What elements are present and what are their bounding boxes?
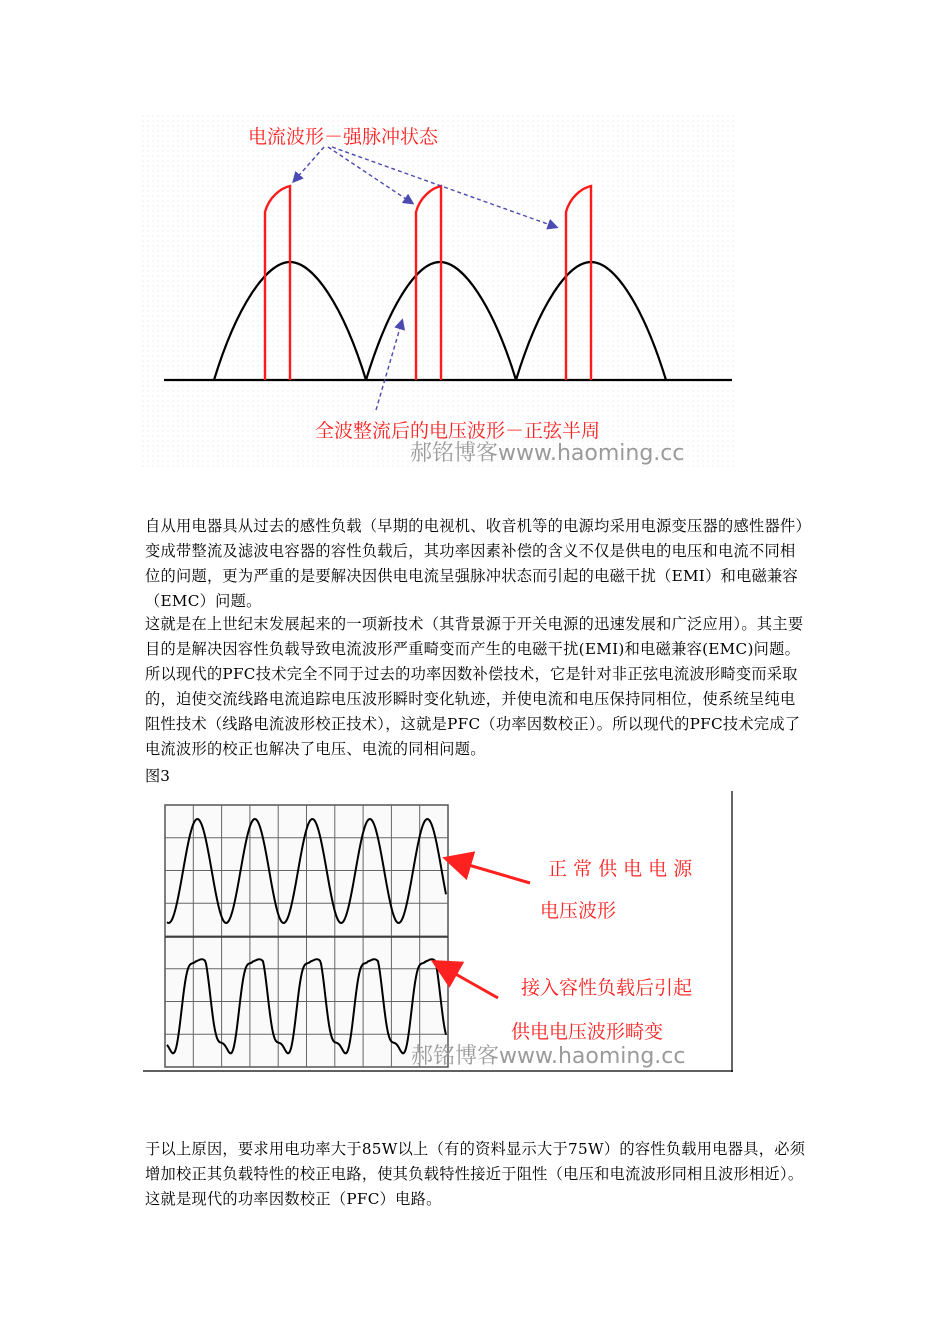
paragraph-2: 这就是在上世纪末发展起来的一项新技术（其背景源于开关电源的迅速发展和广泛应用）。其主要目的是解决因容性负载导致电流波形严重畸变而产生的电磁干扰(EMI)和电磁兼容(EMC)问题。所以现代的PFC技术完全不同于过去的功率因数补偿技术，它是针对非正弦电流波形畸变而采取的，迫使交流线路电流追踪电压波形瞬时变化轨迹，并使电流和电压保持同相位，使系统呈纯电阻性技术（线路电流波形校正技术），这就是PFC（功率因数校正）。所以现代的PFC技术完成了电流波形的校正也解决了电压、电流的同相问题。	[145, 615, 804, 758]
figure-3-label: 图3	[145, 767, 170, 785]
voltage-waveform-label: 全波整流后的电压波形－正弦半周	[315, 420, 601, 442]
oscilloscope-figure	[143, 791, 733, 1072]
scope-screen	[165, 805, 448, 1067]
waveform-figure-rectified	[142, 115, 734, 467]
figure-background	[142, 115, 734, 467]
normal-supply-label: 正 常 供 电 电 源	[548, 858, 693, 880]
watermark: 郝铭博客www.haoming.cc	[411, 1044, 686, 1069]
distortion-label: 供电电压波形畸变	[511, 1021, 664, 1043]
paragraph-3: 于以上原因，要求用电功率大于85W以上（有的资料显示大于75W）的容性负载用电器具，必须增加校正其负载特性的校正电路，使其负载特性接近于阻性（电压和电流波形同相且波形相近）。这就是现代的功率因数校正（PFC）电路。	[145, 1140, 806, 1208]
normal-voltage-label: 电压波形	[540, 900, 617, 922]
paragraph-1: 自从用电器具从过去的感性负载（早期的电视机、收音机等的电源均采用电源变压器的感性器件）变成带整流及滤波电容器的容性负载后，其功率因素补偿的含义不仅是供电的电压和电流不同相位的问题，更为严重的是要解决因供电电流呈强脉冲状态而引起的电磁干扰（EMI）和电磁兼容（EMC）问题。	[145, 517, 804, 610]
watermark: 郝铭博客www.haoming.cc	[410, 441, 685, 466]
capacitive-load-label: 接入容性负载后引起	[521, 977, 693, 999]
current-waveform-label: 电流波形－强脉冲状态	[248, 126, 439, 148]
